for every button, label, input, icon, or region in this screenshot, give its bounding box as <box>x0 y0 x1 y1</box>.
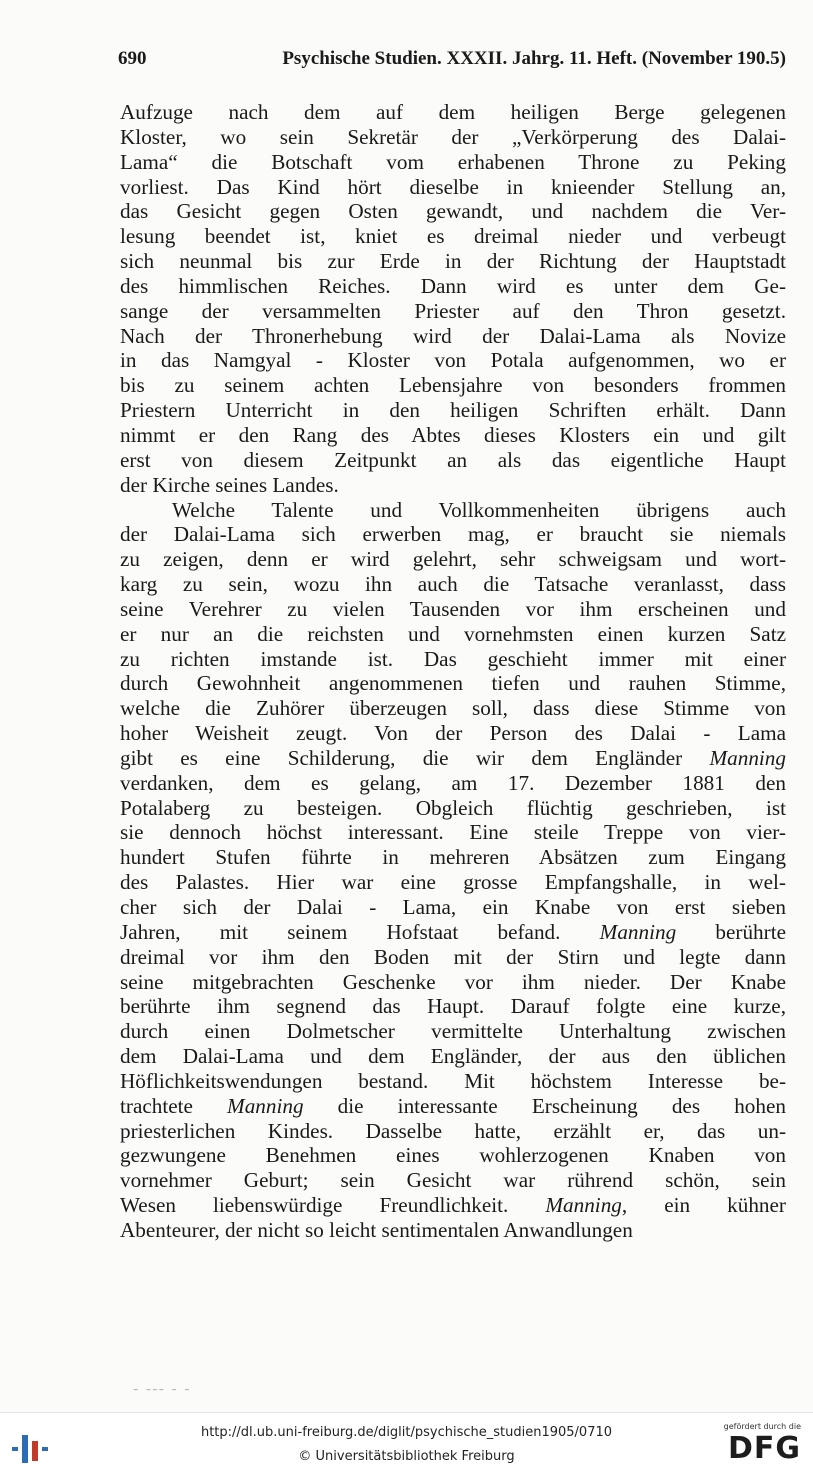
text-line: verdanken, dem es gelang, am 17. Dezember 1881 den <box>120 770 786 795</box>
text-line: hundert Stufen führte in mehreren Absätzen zum Eingang <box>120 845 786 870</box>
text-line: priesterlichen Kindes. Dasselbe hatte, erzählt er, das un- <box>120 1118 786 1143</box>
text-line: der Kirche seines Landes. <box>120 472 339 497</box>
text-line: Potalaberg zu besteigen. Obgleich flüchtig geschrieben, ist <box>120 795 786 820</box>
italic-name: Manning <box>709 745 786 770</box>
text-line: Nach der Thronerhebung wird der Dalai-Lama als Novize <box>120 323 786 348</box>
text-line: vornehmer Geburt; sein Gesicht war rührend schön, sein <box>120 1168 786 1193</box>
running-title: Psychische Studien. XXXII. Jahrg. 11. Heft. (November 190.5) <box>282 48 786 69</box>
text-line: zu zeigen, denn er wird gelehrt, sehr schweigsam und wort- <box>120 547 786 572</box>
text-line: gibt es eine Schilderung, die wir dem Engländer Manning <box>120 745 786 770</box>
viewer-footer <box>0 1412 813 1474</box>
text-line: Priestern Unterricht in den heiligen Schriften erhält. Dann <box>120 398 786 423</box>
text-line: gezwungene Benehmen eines wohlerzogenen Knaben von <box>120 1143 786 1168</box>
footer-marks: – ––– – – <box>133 1385 191 1395</box>
text-line: sange der versammelten Priester auf den Thron gesetzt. <box>120 298 786 323</box>
text-line: durch Gewohnheit angenommenen tiefen und rauhen Stimme, <box>120 671 786 696</box>
text-line: Abenteurer, der nicht so leicht sentimentalen Anwandlungen <box>120 1217 633 1242</box>
text-line: vorliest. Das Kind hört dieselbe in knieender Stellung an, <box>120 174 786 199</box>
italic-name: Manning <box>545 1193 622 1218</box>
text-line: das Gesicht gegen Osten gewandt, und nachdem die Ver- <box>120 199 786 224</box>
text-line: trachtete Manning die interessante Erscheinung des hohen <box>120 1093 786 1118</box>
text-line: Wesen liebenswürdige Freundlichkeit. Manning, ein kühner <box>120 1193 786 1218</box>
text-line: bis zu seinem achten Lebensjahre von besonders frommen <box>120 373 786 398</box>
text-line: durch einen Dolmetscher vermittelte Unterhaltung zwischen <box>120 1019 786 1044</box>
dfg-caption: gefördert durch die <box>723 1422 801 1431</box>
text-line: der Dalai-Lama sich erwerben mag, er braucht sie niemals <box>120 522 786 547</box>
text-line: sich neunmal bis zur Erde in der Richtung der Hauptstadt <box>120 249 786 274</box>
page-number: 690 <box>118 48 147 69</box>
text-line: hoher Weisheit zeugt. Von der Person des Dalai - Lama <box>120 721 786 746</box>
text-line: karg zu sein, wozu ihn auch die Tatsache veranlasst, dass <box>120 572 786 597</box>
text-line: Aufzuge nach dem auf dem heiligen Berge gelegenen <box>120 100 786 124</box>
text-line: erst von diesem Zeitpunkt an als das eigentliche Haupt <box>120 447 786 472</box>
text-line: lesung beendet ist, kniet es dreimal nieder und verbeugt <box>120 224 786 249</box>
copyright-notice: © Universitätsbibliothek Freiburg <box>298 1449 515 1464</box>
text-line: sie dennoch höchst interessant. Eine steile Treppe von vier- <box>120 820 786 845</box>
text-line: zu richten imstande ist. Das geschieht immer mit einer <box>120 646 786 671</box>
text-line: berührte ihm segnend das Haupt. Darauf folgte eine kurze, <box>120 994 786 1019</box>
page-header <box>118 48 786 70</box>
text-line: er nur an die reichsten und vornehmsten einen kurzen Satz <box>120 621 786 646</box>
text-line: seine Verehrer zu vielen Tausenden vor ihm erscheinen und <box>120 596 786 621</box>
text-line: in das Namgyal - Kloster von Potala aufgenommen, wo er <box>120 348 786 373</box>
text-line: dem Dalai-Lama und dem Engländer, der aus den üblichen <box>120 1044 786 1069</box>
source-url-link[interactable]: http://dl.ub.uni-freiburg.de/diglit/psychische_studien1905/0710 <box>200 1425 613 1440</box>
text-line: Kloster, wo sein Sekretär der „Verkörperung des Dalai- <box>120 124 786 149</box>
italic-name: Manning <box>227 1093 304 1118</box>
dfg-logo: DFG <box>727 1431 801 1466</box>
text-line: nimmt er den Rang des Abtes dieses Klosters ein und gilt <box>120 422 786 447</box>
text-line: des Palastes. Hier war eine grosse Empfangshalle, in wel- <box>120 870 786 895</box>
text-line: Höflichkeitswendungen bestand. Mit höchstem Interesse be- <box>120 1068 786 1093</box>
text-line: welche die Zuhörer überzeugen soll, dass diese Stimme von <box>120 696 786 721</box>
text-line: Jahren, mit seinem Hofstaat befand. Manning berührte <box>120 919 786 944</box>
text-line: Welche Talente und Vollkommenheiten übrigens auch <box>172 497 786 522</box>
text-line: cher sich der Dalai - Lama, ein Knabe von erst sieben <box>120 895 786 919</box>
text-line: seine mitgebrachten Geschenke vor ihm nieder. Der Knabe <box>120 969 786 994</box>
text-line: des himmlischen Reiches. Dann wird es unter dem Ge- <box>120 273 786 298</box>
body-text <box>120 100 786 1243</box>
text-line: Lama“ die Botschaft vom erhabenen Throne zu Peking <box>120 149 786 174</box>
text-line: dreimal vor ihm den Boden mit der Stirn und legte dann <box>120 944 786 969</box>
italic-name: Manning <box>599 919 677 944</box>
